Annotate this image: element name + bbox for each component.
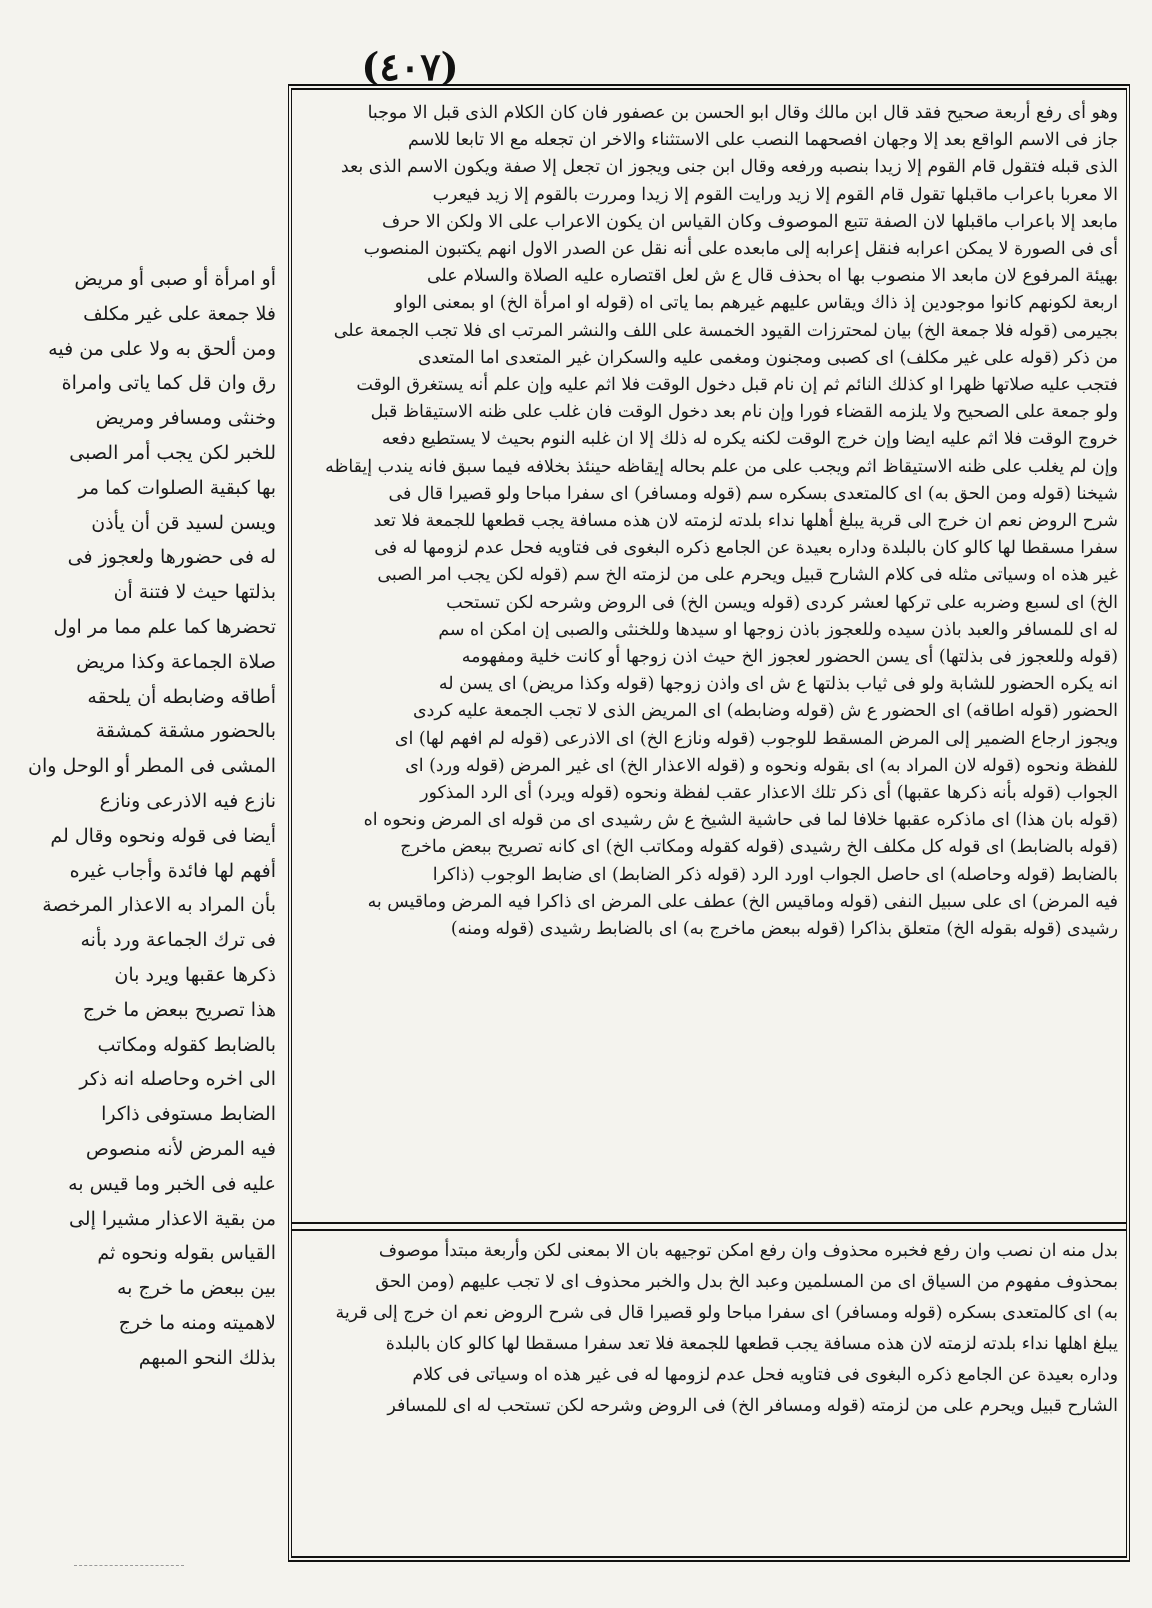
margin-line: فى ترك الجماعة ورد بأنه xyxy=(80,929,276,952)
margin-line: المشى فى المطر أو الوحل وان xyxy=(28,755,276,778)
main-line: وهو أى رفع أربعة صحيح فقد قال ابن مالك وقال ابو الحسن بن عصفور فان كان الكلام الذى قبل الا موجبا xyxy=(367,103,1118,123)
main-commentary xyxy=(300,100,1118,1208)
main-line: الخ) اى لسبع وضربه على تركها لعشر كردى (قوله ويسن الخ) فى الروض وشرحه لكن تستحب xyxy=(446,592,1118,613)
main-line: فيه المرض) اى على سبيل النفى (قوله وماقيس الخ) عطف على المرض اى ذاكرا فيه المرض وماقيس به xyxy=(367,891,1118,912)
margin-line: لاهميته ومنه ما خرج xyxy=(118,1311,276,1334)
main-line: شرح الروض نعم ان خرج الى قرية يبلغ أهلها نداء بلدته لزمته لان هذه مسافة يجب قطعها للجمعة فلا تعد xyxy=(373,511,1118,532)
main-line: سفرا مسقطا لها كالو كان بالبلدة وداره بعيدة عن الجامع ذكره البغوى فى فتاويه فحل عدم لزومها له فى xyxy=(374,538,1118,559)
main-line: ويجوز ارجاع الضمير إلى المرض المسقط للوجوب (قوله ونازع الخ) اى الاذرعى (قوله لم افهم لها) اى xyxy=(394,728,1118,749)
margin-line: رق وان قل كما ياتى وامراة xyxy=(61,372,276,395)
margin-line: للخبر لكن يجب أمر الصبى xyxy=(69,441,276,464)
main-line: (قوله وللعجوز فى بذلتها) أى يسن الحضور لعجوز الخ حيث اذن زوجها أو كانت خلية ومفهومه xyxy=(461,647,1118,668)
margin-line: أفهم لها فائدة وأجاب غيره xyxy=(69,859,276,882)
margin-line: ذكرها عقبها ويرد بان xyxy=(114,963,276,986)
main-line: شيخنا (قوله ومن الحق به) اى كالمتعدى بسكره سم (قوله ومسافر) اى سفرا مباحا ولو قصيرا قال فى xyxy=(388,483,1118,504)
margin-line: بأن المراد به الاعذار المرخصة xyxy=(42,894,276,917)
footer-line: وداره بعيدة عن الجامع ذكره البغوى فى فتاويه فحل عدم لزومها له فى غير هذه اه وسياتى فى كلام xyxy=(412,1365,1118,1385)
main-line: اربعة لكونهم كانوا موجودين إذ ذاك ويقاس عليهم غيرهم بما ياتى اه (قوله او امرأة الخ) او بمعنى الواو xyxy=(394,293,1118,314)
scan-smudge xyxy=(74,1565,184,1568)
margin-line: الى اخره وحاصله انه ذكر xyxy=(79,1068,276,1091)
main-line: بجيرمى (قوله فلا جمعة الخ) بيان لمحترزات القيود الخمسة على اللف والنشر المرتب اى فلا تجب الجمعة على xyxy=(333,320,1118,341)
footer-line: يبلغ اهلها نداء بلدته لزمته لان هذه مسافة يجب قطعها للجمعة فلا تعد سفرا مسقطا لها كالو كان بالبلدة xyxy=(385,1334,1118,1354)
margin-line: الضابط مستوفى ذاكرا xyxy=(101,1103,276,1126)
margin-line: عليه فى الخبر وما قيس به xyxy=(68,1172,276,1195)
margin-line: فيه المرض لأنه منصوص xyxy=(85,1137,276,1160)
main-line: أى فى الصورة لا يمكن اعرابه فنقل إعرابه إلى مابعده على أنه نقل عن الصدر الاول انهم يكتبون المنصوب xyxy=(363,239,1118,260)
main-line: بالضابط (قوله وحاصله) اى حاصل الجواب اورد الرد (قوله ذكر الضابط) اى ضابط الوجوب (ذاكرا xyxy=(432,864,1118,885)
margin-line: ويسن لسيد قن أن يأذن xyxy=(91,511,276,534)
main-line: فتجب عليه صلاتها ظهرا او كذلك النائم ثم إن نام قبل دخول الوقت فلا اثم عليه وإن علم أنه يستغرق الوقت xyxy=(356,375,1118,396)
main-line: الا معربا باعراب ماقبلها تقول قام القوم إلا زيد ورايت القوم إلا زيدا ومررت بالقوم إلا زيد فيعرب xyxy=(432,184,1118,205)
main-line: بهيئة المرفوع لان مابعد الا منصوب بها اه بحذف قال ع ش لعل اقتصاره عليه الصلاة والسلام على xyxy=(426,266,1118,287)
footer-commentary xyxy=(300,1236,1118,1546)
margin-line: فلا جمعة على غير مكلف xyxy=(83,302,276,325)
margin-line: بين ببعض ما خرج به xyxy=(116,1277,276,1300)
margin-line: بالحضور مشقة كمشقة xyxy=(95,720,276,743)
main-line: الذى قبله فتقول قام القوم إلا زيدا بنصبه ورفعه وقال ابن جنى ويجوز ان تجعل إلا صفة ويكون الاسم الذى بعد xyxy=(340,157,1118,178)
margin-line: نازع فيه الاذرعى ونازع xyxy=(99,789,276,812)
page-number: (٤٠٧) xyxy=(361,44,459,89)
main-line: غير هذه اه وسياتى مثله فى كلام الشارح قبيل ويحرم على من لزمته الخ سم (قوله لكن يجب امر الصبى xyxy=(377,565,1118,586)
main-line: رشيدى (قوله بقوله الخ) متعلق بذاكرا (قوله ببعض ماخرج به) اى بالضابط رشيدى (قوله ومنه) xyxy=(450,919,1118,940)
main-line: (قوله بالضابط) اى قوله كل مكلف الخ رشيدى (قوله كقوله ومكاتب الخ) اى كانه تصريح ببعض ماخرج xyxy=(400,837,1118,858)
main-line: انه يكره الحضور للشابة ولو فى ثياب بذلتها ع ش اى واذن زوجها (قوله وكذا مريض) اى يسن له xyxy=(438,674,1118,695)
margin-line: وخنثى ومسافر ومريض xyxy=(95,407,276,430)
main-line: مابعد إلا باعراب ماقبلها لان الصفة تتبع الموصوف وكان القياس ان يكون الاعراب على الا ولكن الا حرف xyxy=(381,211,1118,232)
margin-line: أطاقه وضابطه أن يلحقه xyxy=(87,685,276,708)
margin-line: أو امرأة أو صبى أو مريض xyxy=(74,268,276,290)
main-line: من ذكر (قوله على غير مكلف) اى كصبى ومجنون ومغمى عليه والسكران غير المتعدى اما المتعدى xyxy=(417,347,1118,368)
main-line: للفظة ونحوه (قوله لان المراد به) اى بقوله ونحوه و (قوله الاعذار الخ) اى غير المرض (قوله ورد) اى xyxy=(405,755,1118,776)
margin-line: القياس بقوله ونحوه ثم xyxy=(97,1242,276,1265)
main-line: جاز فى الاسم الواقع بعد إلا وجهان افصحهما النصب على الاستثناء والاخر ان تجعله مع الا تابعا للاسم xyxy=(408,130,1118,151)
margin-text xyxy=(14,262,276,1369)
main-line: الجواب (قوله بأنه ذكرها عقبها) أى ذكر تلك الاعذار عقب لفظة ونحوه (قوله ويرد) أى الرد المذكور xyxy=(420,783,1118,804)
main-line: الحضور (قوله اطاقه) اى الحضور ع ش (قوله وضابطه) اى المريض الذى لا تجب الجمعة عليه كردى xyxy=(413,701,1118,722)
margin-line: هذا تصريح ببعض ما خرج xyxy=(82,998,276,1021)
margin-line: أيضا فى قوله ونحوه وقال لم xyxy=(50,824,276,847)
margin-line: بالضابط كقوله ومكاتب xyxy=(97,1033,276,1056)
margin-line: بها كبقية الصلوات كما مر xyxy=(78,476,276,499)
main-line: (قوله بان هذا) اى ماذكره عقبها خلافا لما فى حاشية الشيخ ع ش رشيدى اى من قوله اى المرض ونحوه اه xyxy=(363,810,1118,831)
main-line: خروج الوقت فلا اثم عليه ايضا وإن خرج الوقت لكنه يكره له ذلك إلا ان غلبه النوم بحيث لا يستطيع دفعه xyxy=(381,429,1118,450)
footer-line: به) اى كالمتعدى بسكره (قوله ومسافر) اى سفرا مباحا ولو قصيرا قال فى شرح الروض نعم ان خرج إلى قرية xyxy=(335,1303,1118,1323)
main-line: وإن لم يغلب على ظنه الاستيقاظ اثم ويجب على من علم بحاله إيقاظه حينئذ بخلافه فيما سبق فانه يندب إيقاظه xyxy=(325,456,1118,477)
margin-line: من بقية الاعذار مشيرا إلى xyxy=(68,1207,276,1230)
margin-line: بذلتها حيث لا فتنة أن xyxy=(113,581,276,604)
footer-line: بدل منه ان نصب وان رفع فخبره محذوف وان رفع امكن توجيهه بان الا بمعنى لكن وأربعة مبتدأ موصوف xyxy=(378,1241,1118,1261)
margin-line: تحضرها كما علم مما مر اول xyxy=(53,615,276,638)
margin-line: له فى حضورها ولعجوز فى xyxy=(67,546,276,569)
margin-line: صلاة الجماعة وكذا مريض xyxy=(76,650,276,673)
footer-line: بمحذوف مفهوم من السياق اى من المسلمين وعبد الخ بدل والخبر محذوف اى لا تجب عليهم (ومن الحق xyxy=(375,1272,1118,1292)
margin-line: ومن ألحق به ولا على من فيه xyxy=(48,337,276,360)
section-divider xyxy=(292,1222,1126,1231)
margin-line: بذلك النحو المبهم xyxy=(138,1346,276,1369)
main-line: له اى للمسافر والعبد باذن سيده وللعجوز باذن زوجها او سيدها وللخنثى والصبى إن امكن اه سم xyxy=(438,619,1118,640)
main-line: ولو جمعة على الصحيح ولا يلزمه القضاء فورا وإن نام بعد دخول الوقت فان غلب على ظنه الاستيقاظ قبل xyxy=(370,402,1118,423)
footer-line: الشارح قبيل ويحرم على من لزمته (قوله ومسافر الخ) فى الروض وشرحه لكن تستحب له اى للمسافر xyxy=(387,1396,1118,1416)
